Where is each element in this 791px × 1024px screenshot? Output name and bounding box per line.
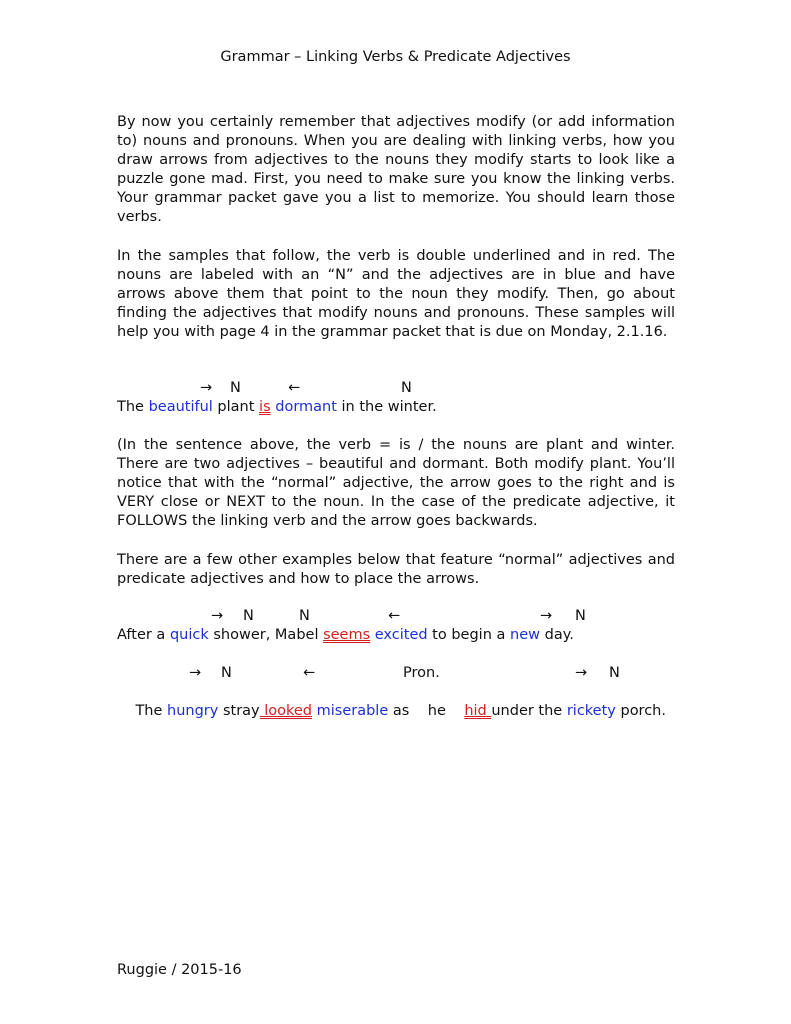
action-verb: hid xyxy=(464,703,492,719)
page-footer: Ruggie / 2015-16 xyxy=(117,962,242,978)
explanation-paragraph: (In the sentence above, the verb = is / the nouns are plant and winter. There are two adjectives – beautiful and dormant. Both modify plant. You’ll notice that with the “normal” adjective, the arrow goes to the right and is VERY close or NEXT to the noun. In the case of the predicate adjective, it FOLLOWS the linking verb and the arrow goes backwards. xyxy=(117,437,675,529)
right-arrow-icon: → xyxy=(540,608,553,624)
linking-verb: is xyxy=(259,399,271,415)
sentence-text: shower, Mabel xyxy=(208,627,324,643)
noun-marker: N xyxy=(221,665,232,681)
sentence-text: The xyxy=(117,399,149,415)
sentence-text: After a xyxy=(117,627,170,643)
example-sentence-2 xyxy=(117,626,574,645)
left-arrow-icon: ← xyxy=(388,608,401,624)
examples-intro-paragraph: There are a few other examples below that feature “normal” adjectives and predicate adjectives and how to place the arrows. xyxy=(117,552,675,587)
sentence-text: plant xyxy=(212,399,260,415)
sentence-text: as he xyxy=(388,703,465,719)
linking-verb: seems xyxy=(323,627,371,643)
predicate-adjective: dormant xyxy=(275,399,337,415)
sentence-text: The xyxy=(135,703,168,719)
adjective: beautiful xyxy=(148,399,213,415)
example-sentence-1 xyxy=(117,398,437,417)
left-arrow-icon: ← xyxy=(288,380,301,396)
example-sentence-3 xyxy=(117,683,666,740)
adjective: rickety xyxy=(566,703,616,719)
adjective: quick xyxy=(169,627,209,643)
noun-marker: N xyxy=(401,380,412,396)
sentence-text: day. xyxy=(540,627,574,643)
sentence-text: stray xyxy=(218,703,260,719)
sentence-text: under the xyxy=(491,703,567,719)
noun-marker: N xyxy=(243,608,254,624)
pronoun-marker: Pron. xyxy=(403,665,440,681)
intro-paragraph: By now you certainly remember that adjectives modify (or add information to) nouns and pronouns. When you are dealing with linking verbs, how you draw arrows from adjectives to the nouns they modify starts to look like a puzzle gone mad. First, you need to make sure you know the linking verbs. Your grammar packet gave you a list to memorize. You should learn those verbs. xyxy=(117,114,675,225)
page-title: Grammar – Linking Verbs & Predicate Adjectives xyxy=(220,49,571,65)
linking-verb: looked xyxy=(259,703,313,719)
sentence-text: porch. xyxy=(615,703,666,719)
noun-marker: N xyxy=(299,608,310,624)
noun-marker: N xyxy=(575,608,586,624)
adjective: hungry xyxy=(167,703,219,719)
right-arrow-icon: → xyxy=(200,380,213,396)
samples-paragraph: In the samples that follow, the verb is double underlined and in red. The nouns are labeled with an “N” and the adjectives are in blue and have arrows above them that point to the noun they modify. Then, go about finding the adjectives that modify nouns and pronouns. These samples will help you with page 4 in the grammar packet that is due on Monday, 2.1.16. xyxy=(117,248,675,340)
predicate-adjective: excited xyxy=(374,627,428,643)
predicate-adjective: miserable xyxy=(316,703,389,719)
left-arrow-icon: ← xyxy=(303,665,316,681)
sentence-text: to begin a xyxy=(427,627,511,643)
adjective: new xyxy=(510,627,540,643)
right-arrow-icon: → xyxy=(211,608,224,624)
sentence-text: in the winter. xyxy=(336,399,437,415)
noun-marker: N xyxy=(230,380,241,396)
noun-marker: N xyxy=(609,665,620,681)
right-arrow-icon: → xyxy=(575,665,588,681)
right-arrow-icon: → xyxy=(189,665,202,681)
